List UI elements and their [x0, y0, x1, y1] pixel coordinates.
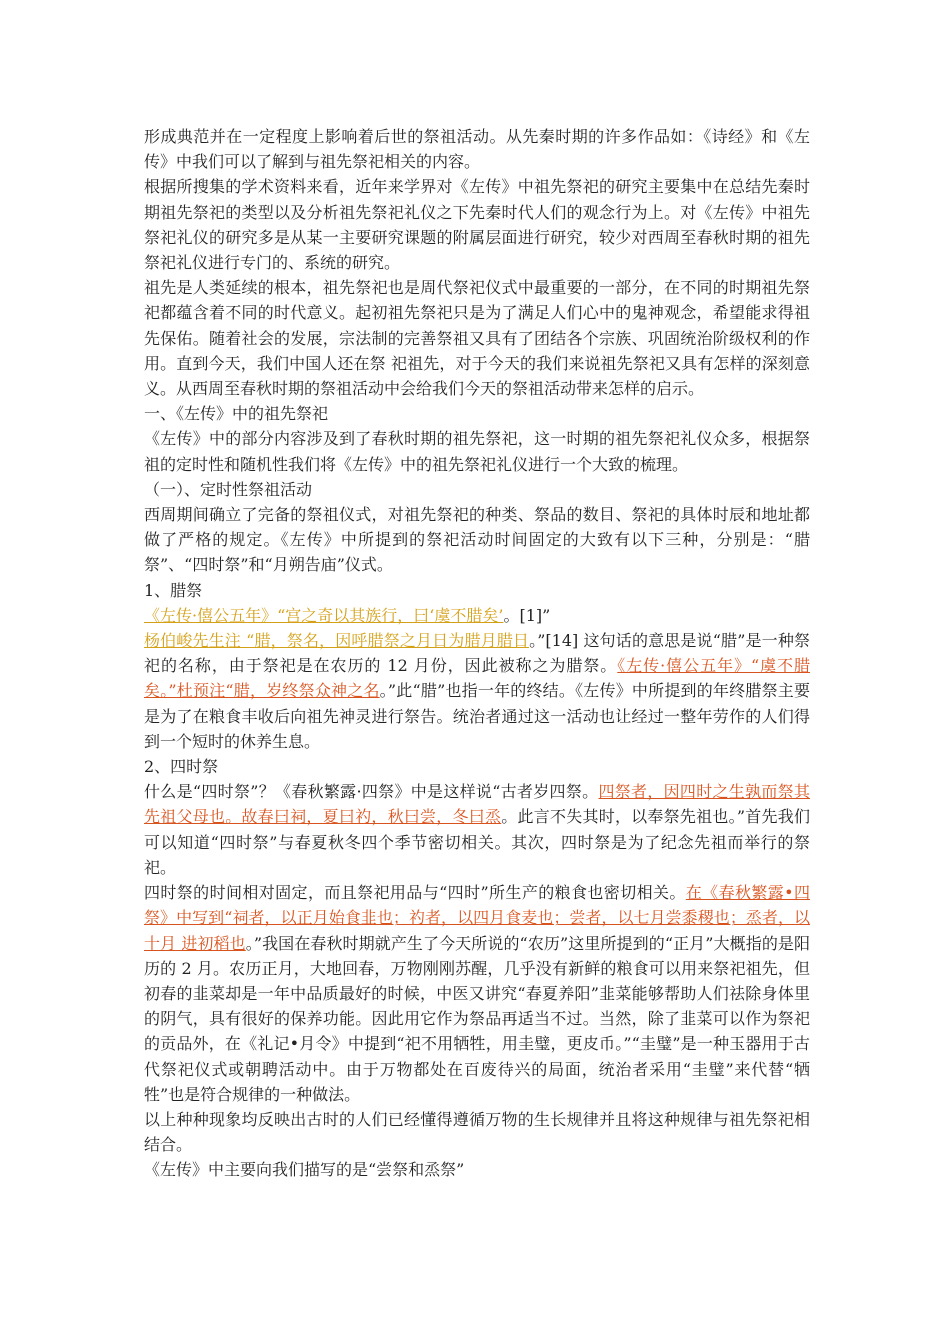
document-body [144, 124, 810, 1183]
text-la-ji-meaning: 。”[14] 这句话的意思是说“腊”是一种祭祀的名称，由于祭祀是在农历的 12 月份，因此被称之为腊祭。 [144, 631, 810, 676]
link-yang-bojun-note[interactable]: 杨伯峻先生注 “腊，祭名，因呼腊祭之月日为腊月腊日 [144, 631, 530, 651]
paragraph-si-shi-ji-definition [144, 779, 810, 880]
link-four-seasons-quote[interactable]: 四祭者，因四时之生孰而祭其先祖父母也。故春曰祠，夏曰礿，秋曰尝，冬曰烝 [144, 782, 810, 827]
paragraph-intro: 形成典范并在一定程度上影响着后世的祭祖活动。从先秦时期的许多作品如：《诗经》和《左传》中我们可以了解到与祖先祭祀相关的内容。 [144, 127, 810, 172]
text-offerings-tail: 。”我国在春秋时期就产生了今天所说的“农历”这里所提到的“正月”大概指的是阳历的 2 月。农历正月，大地回春，万物刚刚苏醒，几乎没有新鲜的粮食可以用来祭祀祖先，但初春的韭菜却是一年中品质最好的时候，中医又讲究“春夏养阳”韭菜能够帮助人们祛除身体里的阴气，具有很好的保养功能。因此用它作为祭品再适当不过。当然，除了韭菜可以作为祭祀的贡品外，在《礼记•月令》中提到“祀不用牺牲，用圭璧，更皮币。”“圭璧”是一种玉器用于古代祭祀仪式或朝聘活动中。由于万物都处在百废待兴的局面，统治者采用“圭璧”来代替“牺牲”也是符合规律的一种做法。 [144, 933, 810, 1104]
text-offerings-head: 四时祭的时间相对固定，而且祭祀用品与“四时”所生产的粮食也密切相关。 [144, 883, 686, 903]
paragraph-conclusion: 以上种种现象均反映出古时的人们已经懂得遵循万物的生长规律并且将这种规律与祖先祭祀相结合。 [144, 1109, 810, 1155]
subsection-heading-1: （一）、定时性祭祖活动 [144, 479, 313, 499]
item-heading-si-shi-ji: 2、四时祭 [144, 757, 219, 777]
paragraph-research-status: 根据所搜集的学术资料来看，近年来学界对《左传》中祖先祭祀的研究主要集中在总结先秦时期祖先祭祀的类型以及分析祖先祭祀礼仪之下先秦时代人们的观念行为上。对《左传》中祖先祭祀礼仪的研究多是从某一主要研究课题的附属层面进行研究，较少对西周至春秋时期的祖先祭祀礼仪进行专门的、系统的研究。 [144, 177, 810, 273]
quote-link-xi-gong[interactable]: 《左传·僖公五年》“宫之奇以其族行，曰‘虞不腊矣’ [144, 605, 504, 625]
paragraph-si-shi-ji-offerings [144, 880, 810, 1107]
paragraph-fixed-rituals: 西周期间确立了完备的祭祖仪式，对祖先祭祀的种类、祭品的数目、祭祀的具体时辰和地址都做了严格的规定。《左传》中所提到的祭祀活动时间固定的大致有以下三种，分别是：“腊祭”、“四时祭”和“月朔告庙”仪式。 [144, 505, 810, 575]
paragraph-zuozhuan-overview: 《左传》中的部分内容涉及到了春秋时期的祖先祭祀，这一时期的祖先祭祀礼仪众多，根据祭祖的定时性和随机性我们将《左传》中的祖先祭祀礼仪进行一个大致的梳理。 [144, 429, 810, 474]
item-heading-la-ji: 1、腊祭 [144, 580, 203, 600]
quote-tail: 。[1]” [503, 605, 551, 625]
link-chunqiu-fanlu-quote[interactable]: 在《春秋繁露•四祭》中写到“祠者，以正月始食韭也；礿者，以四月食麦也；尝者，以七月尝黍稷也；烝者，以十月 进初稻也 [144, 883, 810, 953]
link-du-yu-note[interactable]: 《左传·僖公五年》“虞不腊矣。”杜预注“腊，岁终祭众神之名 [144, 656, 810, 701]
section-heading-1: 一、《左传》中的祖先祭祀 [144, 404, 329, 424]
paragraph-la-ji-explanation [144, 628, 810, 754]
text-definition-head: 什么是“四时祭”？《春秋繁露·四祭》中是这样说“古者岁四祭。 [144, 782, 599, 802]
quote-la-ji [144, 603, 810, 628]
text-definition-tail: 。此言不失其时，以奉祭先祖也。”首先我们可以知道“四时祭”与春夏秋冬四个季节密切相关。其次，四时祭是为了纪念先祖而举行的祭祀。 [144, 807, 810, 877]
text-la-ji-purpose: 。”此“腊”也指一年的终结。《左传》中所提到的年终腊祭主要是为了在粮食丰收后向祖先神灵进行祭告。统治者通过这一活动也让经过一整年劳作的人们得到一个短时的休养生息。 [144, 681, 810, 751]
paragraph-chang-zheng: 《左传》中主要向我们描写的是“尝祭和烝祭” [144, 1160, 465, 1180]
paragraph-significance: 祖先是人类延续的根本，祖先祭祀也是周代祭祀仪式中最重要的一部分，在不同的时期祖先祭祀都蕴含着不同的时代意义。起初祖先祭祀只是为了满足人们心中的鬼神观念，希望能求得祖先保佑。随着社会的发展，宗法制的完善祭祖又具有了团结各个宗族、巩固统治阶级权利的作用。直到今天，我们中国人还在祭 祀祖先，对于今天的我们来说祖先祭祀又具有怎样的深刻意义。从西周至春秋时期的祭祖活动中会给我们今天的祭祖活动带来怎样的启示。 [144, 278, 810, 399]
